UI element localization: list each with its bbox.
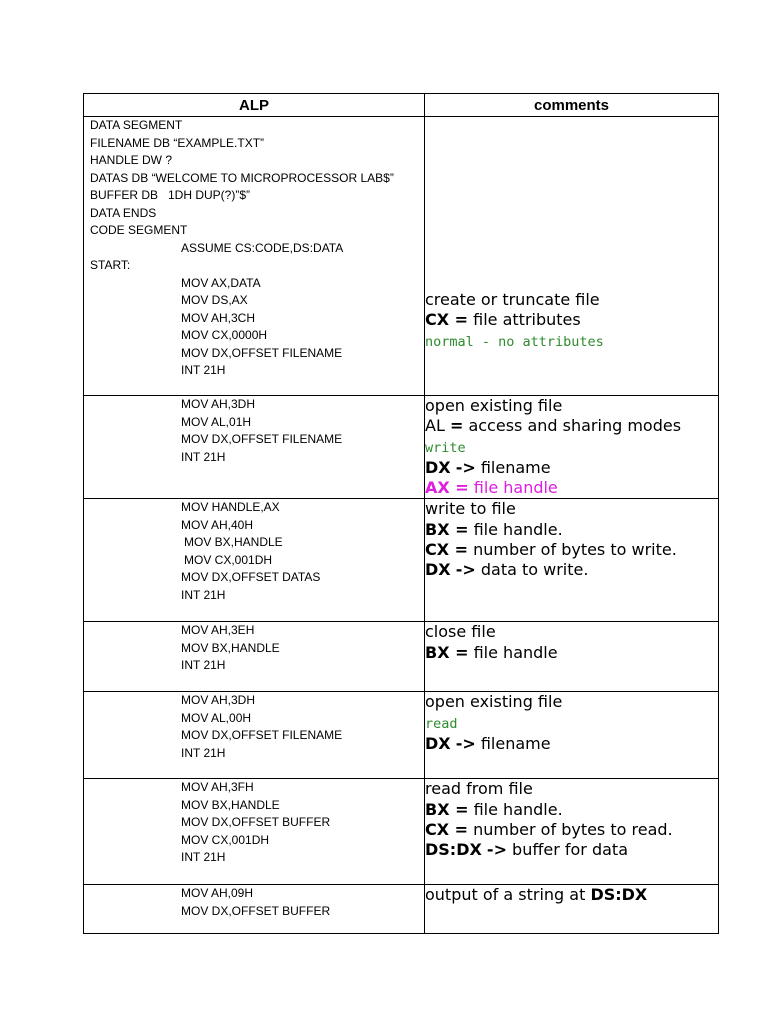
code-line: HANDLE DW ? [90,153,173,167]
comment-text: number of bytes to read. [468,820,673,840]
code-line: MOV DX,OFFSET DATAS [181,570,321,585]
code-line: MOV BX,HANDLE [181,640,280,655]
comment-line [425,437,718,458]
comment-text: file handle. [468,519,563,539]
code-line: MOV DX,OFFSET BUFFER [181,815,331,830]
comment-keyword: CX = [425,310,469,330]
comment-line [425,478,718,498]
comment-keyword: -> [455,560,476,580]
code-line: DATA SEGMENT [90,118,183,132]
table-row [84,779,719,885]
comment-text: read [425,715,458,732]
code-line: MOV AL,00H [181,710,252,725]
comment-text: file handle [468,642,558,662]
comment-keyword: -> [455,734,476,754]
code-line: MOV BX,HANDLE [184,535,283,550]
code-line: MOV HANDLE,AX [181,500,280,515]
code-line: MOV AH,3DH [181,397,256,411]
comment-text: output of a string at [425,885,591,905]
comment-keyword: BX = [425,799,469,819]
comment-keyword: DX [425,734,451,754]
comment-cell [425,117,719,396]
code-line: DATAS DB “WELCOME TO MICROPROCESSOR LAB$” [90,170,394,185]
table-row [84,692,719,779]
alp-header: ALP [84,94,425,117]
comment-keyword: DS:DX [425,840,482,860]
code-line: DATA ENDS [90,205,157,220]
comment-line [425,713,718,734]
comment-cell [425,692,719,779]
code-line: MOV AH,40H [181,517,254,532]
comment-line [425,560,718,580]
comment-text: buffer for data [506,840,629,860]
code-line: INT 21H [181,658,226,673]
alp-cell [84,779,425,885]
code-line: MOV AL,01H [181,414,252,429]
comment-text: filename [475,734,551,754]
code-line: MOV CX,0000H [181,328,268,342]
comment-text: file handle [468,478,558,498]
comment-text: number of bytes to write. [468,540,677,560]
comment-keyword: CX = [425,540,469,560]
code-line: BUFFER DB 1DH DUP(?)”$” [90,188,251,202]
comment-keyword: -> [486,840,507,860]
comment-text: close file [425,622,496,642]
code-line: MOV DX,OFFSET FILENAME [181,345,343,360]
comment-line [425,520,718,540]
comment-text: open existing file [425,396,563,415]
comment-line [425,622,718,642]
alp-cell [84,885,425,934]
code-line: MOV AH,09H [181,886,254,901]
alp-cell [84,396,425,499]
comment-text: AL [425,416,450,436]
comment-text: file attributes [468,310,581,330]
comment-keyword: DS:DX [590,885,648,905]
code-line: MOV DX,OFFSET FILENAME [181,432,343,446]
comment-text: file handle. [468,799,563,819]
comment-line [425,458,718,478]
comment-line [425,734,718,754]
table-row [84,117,719,396]
comment-line [425,540,718,560]
comment-text: data to write. [475,560,589,580]
comment-keyword: BX = [425,519,469,539]
code-line: MOV CX,001DH [184,552,273,567]
code-line: FILENAME DB “EXAMPLE.TXT” [90,135,265,150]
comment-text: write to file [425,499,516,519]
code-line: INT 21H [181,745,226,760]
code-line: START: [90,258,131,272]
code-line: INT 21H [181,850,226,865]
table-row [84,396,719,499]
comment-line [425,416,718,436]
comment-cell [425,499,719,622]
code-line: MOV CX,001DH [181,832,270,847]
comment-text: filename [475,457,551,477]
comments-header: comments [425,94,719,117]
comment-line [425,885,718,905]
comment-text: create or truncate file [425,290,600,309]
code-line: MOV AH,3FH [181,780,254,795]
comment-line [425,820,718,840]
comment-text: normal - no attributes [425,333,604,350]
comment-line [425,396,718,416]
code-line: MOV DX,OFFSET FILENAME [181,728,343,743]
code-line: INT 21H [181,449,226,464]
alp-cell [84,692,425,779]
header-row [84,94,719,117]
comment-line [425,779,718,799]
alp-cell [84,622,425,692]
comment-text: open existing file [425,692,563,712]
comment-keyword: -> [455,457,476,477]
code-line: MOV AH,3DH [181,693,256,708]
comment-line [425,840,718,860]
code-line: MOV AH,3EH [181,623,255,638]
code-line: INT 21H [181,587,226,602]
comment-keyword: = [449,416,464,436]
code-line: MOV DX,OFFSET BUFFER [181,903,331,918]
alp-cell [84,499,425,622]
code-line: INT 21H [181,363,226,377]
comment-text: access and sharing modes [463,416,682,436]
comment-cell [425,622,719,692]
comment-keyword: CX = [425,820,469,840]
comment-cell [425,779,719,885]
comment-line [425,310,718,330]
comment-line [425,290,718,310]
code-line: CODE SEGMENT [90,223,188,237]
alp-table [83,93,719,934]
code-line: MOV BX,HANDLE [181,797,280,812]
comment-line [425,643,718,663]
table-row [84,885,719,934]
comment-cell [425,396,719,499]
table-row [84,622,719,692]
comment-line [425,692,718,712]
comment-keyword: DX [425,457,451,477]
comment-keyword: DX [425,560,451,580]
comment-line [425,499,718,519]
code-line: MOV DS,AX [181,293,248,307]
comment-keyword: BX = [425,642,469,662]
code-line: ASSUME CS:CODE,DS:DATA [181,240,344,255]
alp-cell [84,117,425,396]
code-line: MOV AH,3CH [181,310,256,325]
comment-cell [425,885,719,934]
comment-line [425,800,718,820]
table-row [84,499,719,622]
code-line: MOV AX,DATA [181,275,261,290]
comment-keyword: AX = [425,478,469,498]
comment-spacer [425,117,718,290]
comment-text: read from file [425,779,533,799]
comment-line [425,331,718,352]
comment-text: write [425,439,466,456]
